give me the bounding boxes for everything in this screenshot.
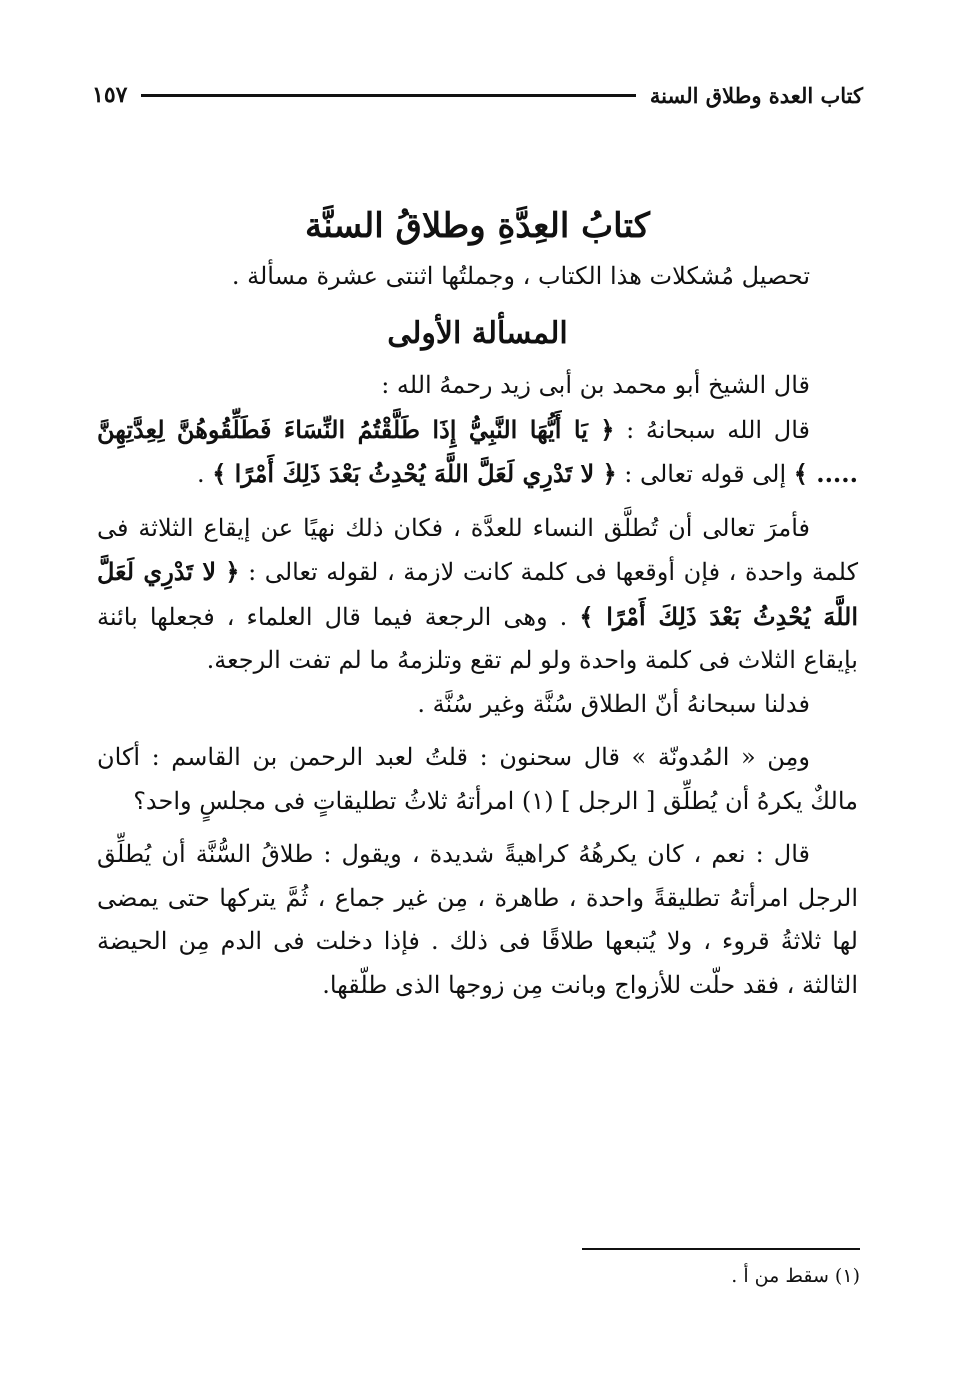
text-segment: . — [196, 460, 213, 488]
running-title: كتاب العدة وطلاق السنة — [649, 82, 863, 108]
text-segment: فأمرَ تعالى أن تُطلَّق النساء للعدَّة ، فكان ذلك نهيًا عن إيقاع الثلاثة فى كلمة واحدة ، فإن أوقعها فى كلمة كانت لازمة ، لقوله تعالى : — [97, 513, 859, 586]
text-segment: . وهى الرجعة فيما قال العلماء ، فجعلها بائنة بإيقاع الثلاث فى كلمة واحدة ولو لم تقع وتلزمهُ ما لم تفت الرجعة. — [97, 602, 858, 674]
text-segment: قال الشيخ أبو محمد بن أبى زيد رحمهُ الله : — [381, 371, 810, 399]
running-header — [92, 78, 863, 112]
text-segment: إلى قوله تعالى : — [616, 460, 794, 488]
footnote-rule — [582, 1248, 860, 1250]
paragraph — [97, 408, 858, 497]
paragraph — [97, 736, 858, 823]
section-title: المسألة الأولى — [387, 316, 568, 351]
subtitle: تحصيل مُشكلات هذا الكتاب ، وجملتُها اثنتى عشرة مسألة . — [231, 262, 810, 290]
footnote: (١) سقط من أ . — [731, 1265, 860, 1287]
header-rule — [141, 94, 635, 97]
book-title: كتابُ العِدَّةِ وطلاقُ السنَّة — [305, 206, 650, 246]
paragraph — [97, 683, 858, 727]
text-segment: ومِن « المُدونّة » قال سحنون : قلتُ لعبد الرحمن بن القاسم : أكان مالكٌ يكرهُ أن يُطلِّق [ الرجل ] (١) امرأتهُ ثلاثُ تطليقاتٍ فى مجلسٍ واحد؟ — [97, 743, 858, 815]
body-text — [97, 364, 858, 1007]
quran-verse: ﴿ يَا أَيُّهَا النَّبِيُّ إِذَا طَلَّقْتُمُ النِّسَاءَ فَطَلِّقُوهُنَّ لِعِدَّتِهِنَّ ..... ﴾ — [97, 414, 858, 488]
paragraph — [97, 364, 858, 408]
text-segment: قال : نعم ، كان يكرهُهُ كراهيةً شديدة ، ويقول : طلاقُ السُّنَّة أن يُطلِّق الرجل امرأتهُ تطليقةً واحدة ، طاهرة ، مِن غير جماع ، ثُمَّ يتركها حتى يمضى لها ثلاثةُ قروء ، ولا يُتبعها طلاقًا فى ذلك . فإذا دخلت فى الدم مِن الحيضة الثالثة ، فقد حلّت للأزواج وبانت مِن زوجها الذى طلّقها. — [97, 840, 858, 999]
page-content — [97, 196, 858, 1007]
quran-verse: ﴿ لا تَدْرِي لَعَلَّ اللَّهَ يُحْدِثُ بَعْدَ ذَلِكَ أَمْرًا ﴾ — [97, 557, 858, 631]
paragraph — [97, 833, 858, 1007]
paragraph — [97, 507, 858, 683]
text-segment: قال الله سبحانهُ : — [614, 415, 810, 444]
text-segment: فدلنا سبحانهُ أنّ الطلاق سُنَّة وغير سُنَّة . — [417, 689, 810, 718]
quran-verse: ﴿ لا تَدْرِي لَعَلَّ اللَّهَ يُحْدِثُ بَعْدَ ذَلِكَ أَمْرًا ﴾ — [212, 459, 617, 488]
page-number: ١٥٧ — [92, 82, 128, 108]
